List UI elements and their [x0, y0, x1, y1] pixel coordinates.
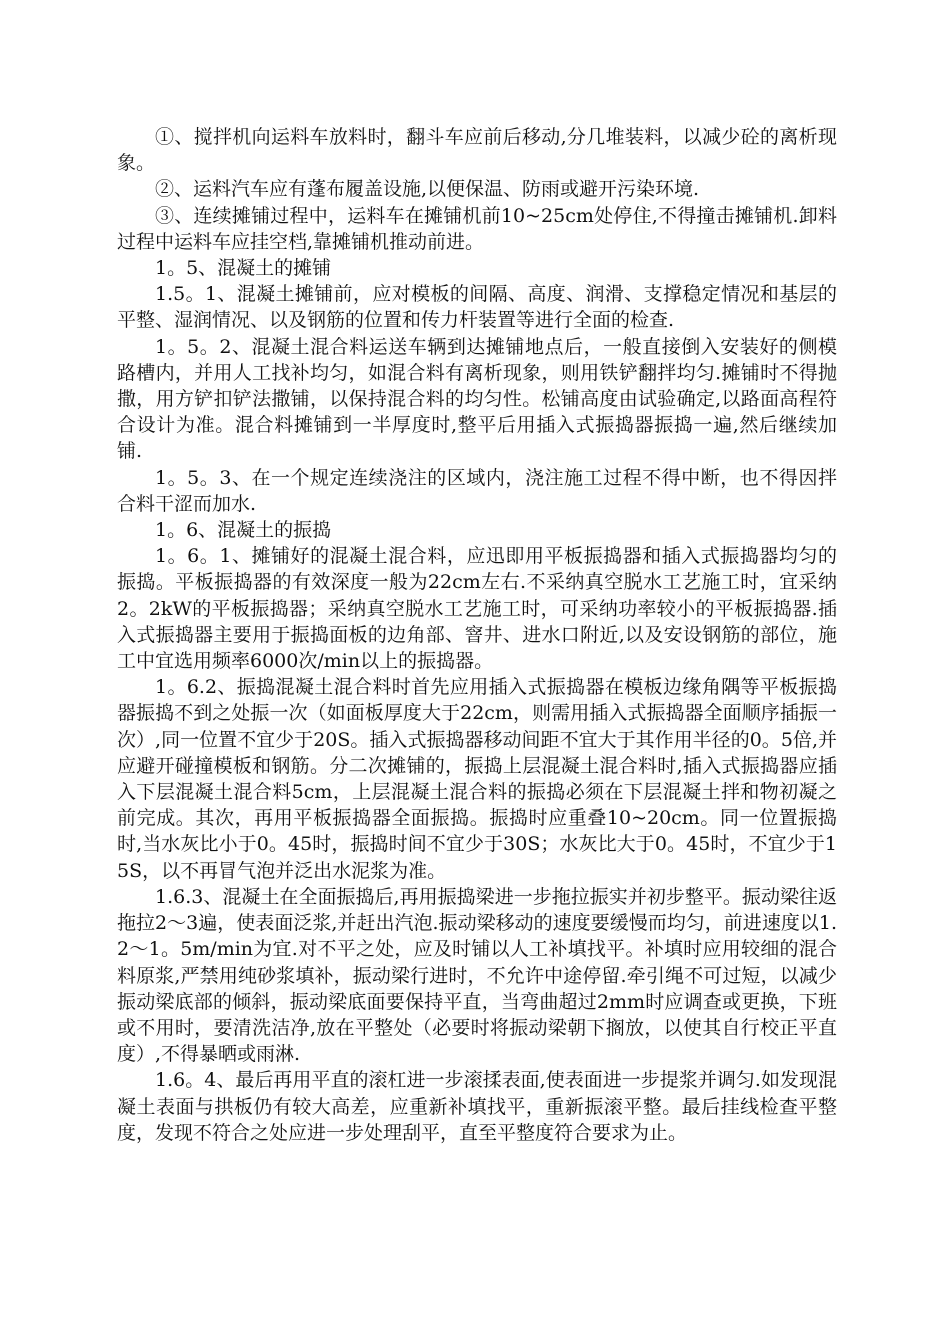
paragraph-1-5-3: 1。5。3、在一个规定连续浇注的区域内，浇注施工过程不得中断，也不得因拌合料干涩而加水.	[117, 466, 837, 515]
paragraph-1-6-3: 1.6.3、混凝土在全面振捣后,再用振捣梁进一步拖拉振实并初步整平。振动梁往返拖拉2～3遍，使表面泛浆,并赶出汽泡.振动梁移动的速度要缓慢而均匀，前进速度以1.2～1。5m/min为宜.对不平之处，应及时铺以人工补填找平。补填时应用较细的混合料原浆,严禁用纯砂浆填补，振动梁行进时，不允许中途停留.牵引绳不可过短，以减少振动梁底部的倾斜，振动梁底面要保持平直，当弯曲超过2mm时应调查或更换，下班或不用时，要清洗洁净,放在平整处（必要时将振动梁朝下搁放，以使其自行校正平直度）,不得暴晒或雨淋.	[117, 885, 837, 1066]
paragraph-1-5-2: 1。5。2、混凝土混合料运送车辆到达摊铺地点后，一般直接倒入安装好的侧模路槽内，并用人工找补均匀，如混合料有离析现象，则用铁铲翻拌均匀.摊铺时不得抛撒，用方铲扣铲法撒铺，以保持混合料的均匀性。松铺高度由试验确定,以路面高程符合设计为准。混合料摊铺到一半厚度时,整平后用插入式振捣器振捣一遍,然后继续加铺.	[117, 335, 837, 463]
paragraph-mixer-unloading: ①、搅拌机向运料车放料时，翻斗车应前后移动,分几堆装料，以减少砼的离析现象。	[117, 126, 837, 175]
section-heading-1-5: 1。5、混凝土的摊铺	[155, 257, 332, 280]
paragraph-truck-cover: ②、运料汽车应有蓬布履盖设施,以便保温、防雨或避开污染环境.	[155, 178, 700, 201]
paragraph-1-5-1: 1.5。1、混凝土摊铺前，应对模板的间隔、高度、润滑、支撑稳定情况和基层的平整、湿润情况、以及钢筋的位置和传力杆装置等进行全面的检查.	[117, 283, 837, 332]
paragraph-1-6-1: 1。6。1、摊铺好的混凝土混合料，应迅即用平板振捣器和插入式振捣器均匀的振捣。平板振捣器的有效深度一般为22cm左右.不采纳真空脱水工艺施工时，宜采纳2。2kW的平板振捣器；采纳真空脱水工艺施工时，可采纳功率较小的平板振捣器.插入式振捣器主要用于振捣面板的边角部、窨井、进水口附近,以及安设钢筋的部位，施工中宜选用频率6000次/min以上的振捣器。	[117, 545, 837, 673]
section-heading-1-6: 1。6、混凝土的振捣	[155, 519, 332, 542]
paragraph-1-6-2: 1。6.2、振捣混凝土混合料时首先应用插入式振捣器在模板边缘角隅等平板振捣器振捣不到之处振一次（如面板厚度大于22cm，则需用插入式振捣器全面顺序插振一次）,同一位置不宜少于20S。插入式振捣器移动间距不宜大于其作用半径的0。5倍,并应避开碰撞模板和钢筋。分二次摊铺的，振捣上层混凝土混合料时,插入式振捣器应插入下层混凝土混合料5cm，上层混凝土混合料的振捣必须在下层混凝土拌和物初凝之前完成。其次，再用平板振捣器全面振捣。振捣时应重叠10~20cm。同一位置振捣时,当水灰比小于0。45时，振捣时间不宜少于30S；水灰比大于0。45时，不宜少于15S，以不再冒气泡并泛出水泥浆为准。	[117, 676, 837, 882]
paragraph-continuous-paving: ③、连续摊铺过程中，运料车在摊铺机前10~25cm处停住,不得撞击摊铺机.卸料过程中运料车应挂空档,靠摊铺机推动前进。	[117, 204, 837, 253]
paragraph-1-6-4: 1.6。4、最后再用平直的滚杠进一步滚揉表面,使表面进一步提浆并调匀.如发现混凝土表面与拱板仍有较大高差，应重新补填找平，重新振滚平整。最后挂线检查平整度，发现不符合之处应进一步处理刮平，直至平整度符合要求为止。	[117, 1069, 837, 1144]
document-body	[117, 124, 837, 1146]
